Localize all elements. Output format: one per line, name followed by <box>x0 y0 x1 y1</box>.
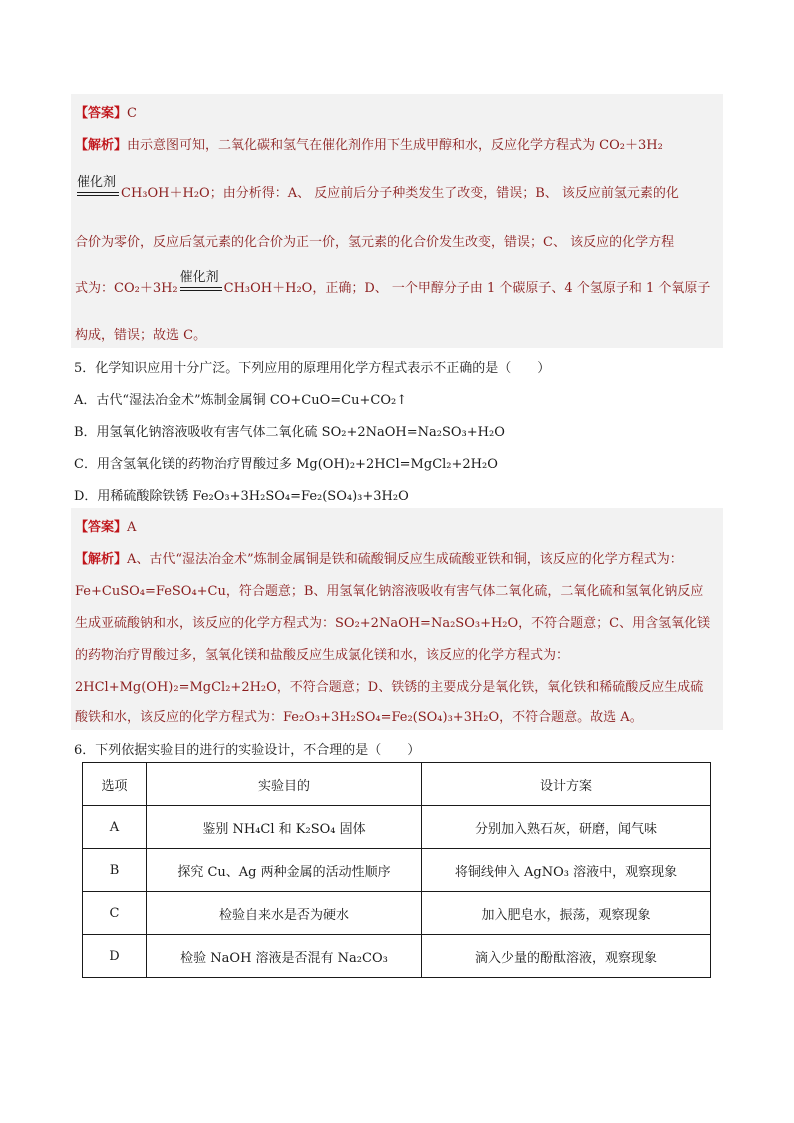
header-design: 设计方案 <box>422 763 711 806</box>
catalyst-label: 催化剂 <box>77 175 117 190</box>
table-cell: 加入肥皂水，振荡，观察现象 <box>422 892 711 935</box>
analysis-line-5 <box>75 324 206 343</box>
question-5-option-b: B．用氢氧化钠溶液吸收有害气体二氧化硫 SO₂+2NaOH=Na₂SO₃+H₂O <box>74 425 505 440</box>
table-cell: 滴入少量的酚酞溶液，观察现象 <box>422 935 711 978</box>
analysis-text-2: Fe+CuSO₄=FeSO₄+Cu，符合题意；B、用氢氧化钠溶液吸收有害气体二氧化硫，二氧化硫和氢氧化钠反应 <box>75 584 704 599</box>
question-5-stem: 5．化学知识应用十分广泛。下列应用的原理用化学方程式表示不正确的是（ ） <box>74 361 551 376</box>
analysis-text-4b: CH₃OH＋H₂O，正确；D、 一个甲醇分子由 1 个碳原子、4 个氢原子和 1 个氧原子 <box>223 281 711 296</box>
double-line-arrow-icon <box>77 192 119 196</box>
answer-line <box>75 516 136 535</box>
answer-line <box>75 102 137 121</box>
question-5-option-a: A．古代“湿法冶金术”炼制金属铜 CO+CuO=Cu+CO₂↑ <box>74 393 408 408</box>
table-row <box>83 935 711 978</box>
catalyst-label-2: 催化剂 <box>179 270 219 285</box>
experiment-table <box>82 762 711 978</box>
table-row <box>83 892 711 935</box>
table-cell: B <box>83 849 147 892</box>
analysis-line-5 <box>75 676 703 695</box>
answer-value: A <box>127 520 137 535</box>
analysis-line-1 <box>75 548 683 567</box>
header-option: 选项 <box>83 763 147 806</box>
analysis-text-1: 由示意图可知，二氧化碳和氢气在催化剂作用下生成甲醇和水，反应化学方程式为 CO₂＋3H₂ <box>127 138 663 153</box>
answer-value: C <box>127 106 137 121</box>
catalyst-arrow <box>77 175 119 201</box>
analysis-line-3 <box>75 231 674 250</box>
answer-tag: 【答案】 <box>75 106 128 121</box>
table-header-row <box>83 763 711 806</box>
analysis-text-5: 2HCl+Mg(OH)₂=MgCl₂+2H₂O，不符合题意；D、铁锈的主要成分是氧化铁，氧化铁和稀硫酸反应生成硫 <box>75 680 704 695</box>
table-cell: 分别加入熟石灰，研磨，闻气味 <box>422 806 711 849</box>
answer-tag: 【答案】 <box>75 520 128 535</box>
table-cell: 检验自来水是否为硬水 <box>147 892 422 935</box>
table-row <box>83 849 711 892</box>
analysis-line-2 <box>75 175 679 201</box>
double-line-arrow-icon <box>180 287 222 291</box>
analysis-tag: 【解析】 <box>75 552 128 567</box>
analysis-tag: 【解析】 <box>75 138 128 153</box>
table-cell: A <box>83 806 147 849</box>
analysis-text-6: 酸铁和水，该反应的化学方程式为：Fe₂O₃+3H₂SO₄=Fe₂(SO₄)₃+3H₂O，不符合题意。故选 A。 <box>75 710 643 725</box>
analysis-line-2 <box>75 580 703 599</box>
analysis-text-3: 生成亚硫酸钠和水，该反应的化学方程式为：SO₂+2NaOH=Na₂SO₃+H₂O，不符合题意；C、用含氢氧化镁 <box>75 616 711 631</box>
table-row <box>83 806 711 849</box>
question-6-stem: 6．下列依据实验目的进行的实验设计，不合理的是（ ） <box>74 743 421 758</box>
catalyst-arrow-2 <box>179 270 222 296</box>
analysis-text-4a: 式为：CO₂＋3H₂ <box>75 281 178 296</box>
analysis-line-4 <box>75 270 711 296</box>
analysis-text-1: A、古代“湿法冶金术”炼制金属铜是铁和硫酸铜反应生成硫酸亚铁和铜，该反应的化学方程式为： <box>127 552 683 567</box>
table-cell: D <box>83 935 147 978</box>
analysis-text-3: 合价为零价，反应后氢元素的化合价为正一价，氢元素的化合价发生改变，错误；C、 该反应的化学方程 <box>75 235 675 250</box>
answer-block-q4 <box>71 94 723 348</box>
analysis-text-2: CH₃OH＋H₂O；由分析得：A、 反应前后分子种类发生了改变，错误；B、 该反应前氢元素的化 <box>121 186 679 201</box>
analysis-line-1 <box>75 134 663 153</box>
analysis-line-3 <box>75 612 710 631</box>
table-cell: 将铜线伸入 AgNO₃ 溶液中，观察现象 <box>422 849 711 892</box>
question-5-option-d: D．用稀硫酸除铁锈 Fe₂O₃+3H₂SO₄=Fe₂(SO₄)₃+3H₂O <box>74 489 409 504</box>
question-5-option-c: C．用含氢氧化镁的药物治疗胃酸过多 Mg(OH)₂+2HCl=MgCl₂+2H₂O <box>74 457 498 472</box>
analysis-text-5: 构成，错误；故选 C。 <box>75 328 207 343</box>
answer-block-q5 <box>71 508 723 730</box>
table-cell: 检验 NaOH 溶液是否混有 Na₂CO₃ <box>147 935 422 978</box>
analysis-line-6 <box>75 706 643 725</box>
header-purpose: 实验目的 <box>147 763 422 806</box>
analysis-text-4: 的药物治疗胃酸过多，氢氧化镁和盐酸反应生成氯化镁和水，该反应的化学方程式为： <box>75 648 570 663</box>
table-cell: 鉴别 NH₄Cl 和 K₂SO₄ 固体 <box>147 806 422 849</box>
table-cell: 探究 Cu、Ag 两种金属的活动性顺序 <box>147 849 422 892</box>
table-cell: C <box>83 892 147 935</box>
analysis-line-4 <box>75 644 569 663</box>
